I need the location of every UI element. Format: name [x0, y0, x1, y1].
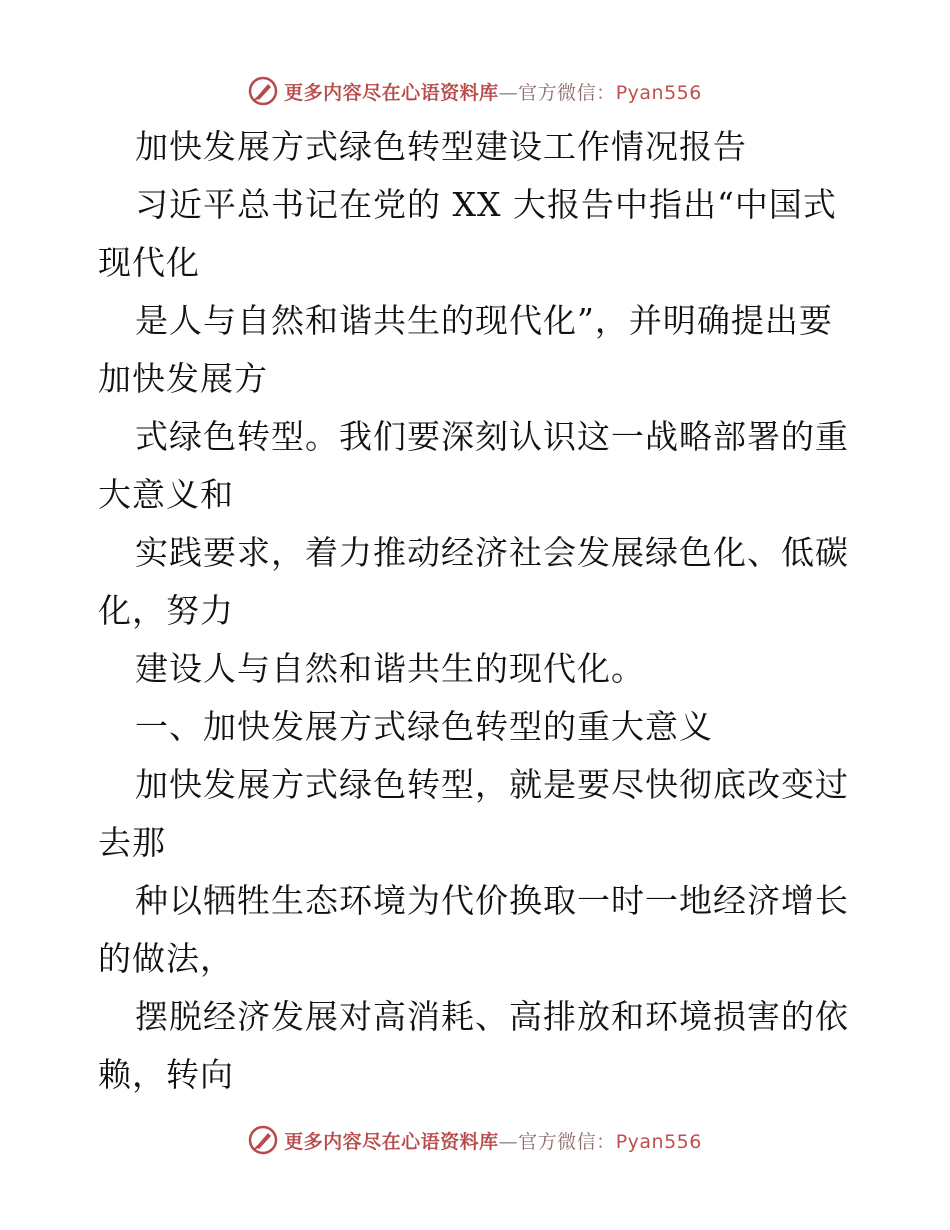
paragraph-line: 大意义和 [98, 475, 234, 514]
quill-logo-icon [248, 1125, 278, 1155]
paragraph-line: 习近平总书记在党的 XX 大报告中指出“中国式 [135, 185, 837, 224]
document-title: 加快发展方式绿色转型建设工作情况报告 [135, 127, 747, 166]
document-body [98, 118, 858, 1104]
watermark-text: 更多内容尽在心语资料库—官方微信：Pyan556 [284, 81, 702, 104]
section-heading: 一、加快发展方式绿色转型的重大意义 [135, 707, 713, 746]
paragraph-line: 式绿色转型。我们要深刻认识这一战略部署的重 [135, 417, 849, 456]
paragraph-line: 现代化 [98, 243, 200, 282]
paragraph-line: 的做法， [98, 939, 234, 978]
paragraph-line: 去那 [98, 823, 166, 862]
paragraph-line: 是人与自然和谐共生的现代化”，并明确提出要 [135, 301, 833, 340]
quill-logo-icon [248, 76, 278, 106]
paragraph-line: 加快发展方式绿色转型，就是要尽快彻底改变过 [135, 765, 849, 804]
paragraph-line: 赖，转向 [98, 1055, 234, 1094]
paragraph-line: 建设人与自然和谐共生的现代化。 [135, 649, 645, 688]
paragraph-line: 化，努力 [98, 591, 234, 630]
paragraph-line: 种以牺牲生态环境为代价换取一时一地经济增长 [135, 881, 849, 920]
paragraph-line: 加快发展方 [98, 359, 268, 398]
paragraph-line: 摆脱经济发展对高消耗、高排放和环境损害的依 [135, 997, 849, 1036]
watermark-text: 更多内容尽在心语资料库—官方微信：Pyan556 [284, 1130, 702, 1153]
footer-watermark [0, 1120, 950, 1160]
paragraph-line: 实践要求，着力推动经济社会发展绿色化、低碳 [135, 533, 849, 572]
header-watermark [0, 71, 950, 111]
